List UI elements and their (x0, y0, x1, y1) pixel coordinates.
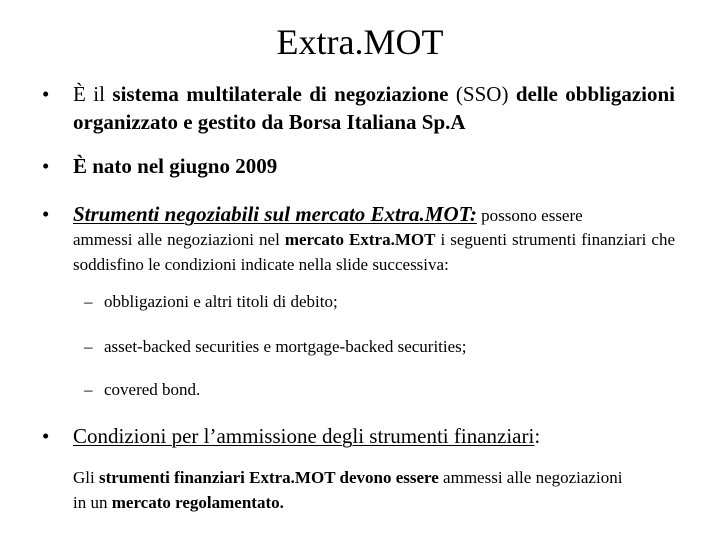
sub-1-marker: – (84, 292, 93, 311)
bullet-3-heading (73, 200, 675, 228)
bullet-1-part3: (SSO) (448, 82, 516, 106)
bullet-4-colon: : (534, 424, 541, 448)
bullet-3-body-part1: ammessi alle negoziazioni nel (73, 230, 285, 249)
bullet-4-marker: • (42, 424, 50, 448)
bullet-4-body (73, 465, 633, 515)
bullet-1-part1: È il (73, 82, 113, 106)
bullet-4-body-part2: strumenti finanziari Extra.MOT devono essere (98, 468, 439, 487)
bullet-3-lead: Strumenti negoziabili sul mercato Extra.MOT: (73, 202, 477, 226)
bullet-4-body-part4: mercato regolamentato. (111, 493, 284, 512)
bullet-3-lead-rest: possono essere (476, 206, 583, 225)
bullet-1-text (73, 80, 675, 136)
sub-3-marker: – (84, 380, 93, 399)
bullet-4-heading (73, 422, 675, 450)
sub-item-1: obbligazioni e altri titoli di debito; (104, 292, 338, 311)
bullet-1-part2: sistema multilaterale di negoziazione (112, 82, 449, 106)
sub-item-2: asset-backed securities e mortgage-backed securities; (104, 337, 467, 356)
bullet-2-marker: • (42, 154, 50, 178)
bullet-3-body-part2: mercato Extra.MOT (284, 230, 436, 249)
bullet-4-body-part1: Gli (73, 468, 99, 487)
bullet-3-marker: • (42, 202, 50, 226)
bullet-3-body (73, 227, 675, 277)
bullet-1-part4: delle obbligazioni organizzato e gestito da Borsa Italiana Sp.A (73, 82, 676, 134)
sub-2-marker: – (84, 337, 93, 356)
bullet-1-marker: • (42, 82, 50, 106)
slide-title: Extra.MOT (276, 22, 444, 62)
bullet-4-lead: Condizioni per l’ammissione degli strumenti finanziari (73, 424, 535, 448)
sub-item-3: covered bond. (104, 380, 201, 399)
bullet-4-body-part3: ammessi alle negoziazioni in un (73, 468, 623, 512)
bullet-3-body-part3: i seguenti strumenti finanziari che soddisfino le condizioni indicate nella slide successiva: (73, 230, 675, 274)
bullet-2-text: È nato nel giugno 2009 (73, 154, 278, 178)
